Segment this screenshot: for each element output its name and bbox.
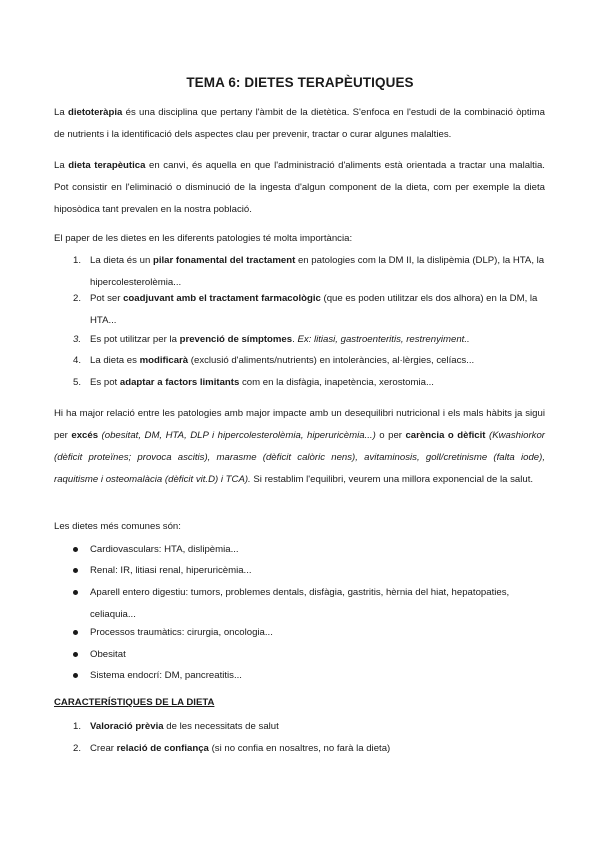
bullet-icon [73, 547, 78, 552]
list-number: 4. [73, 355, 82, 366]
list-text: Aparell entero digestiu: tumors, problemes dentals, disfàgia, gastritis, hèrnia del hiat, hepatopaties, celiaquia... [90, 587, 510, 620]
text-run: La [54, 107, 68, 118]
text-run: La dieta és un [90, 255, 153, 266]
text-bold: relació de confiança [116, 743, 209, 754]
text-run: . [292, 334, 298, 345]
list-text: Obesitat [90, 649, 126, 660]
text-bold: carència o dèficit [405, 430, 486, 441]
text-run: és una disciplina que pertany l'àmbit de la dietètica. S'enfoca en l'estudi de la combinació òptima de nutrients i la identificació dels aspectes clau per prevenir, tractar o curar algunes malalties. [54, 107, 545, 140]
page-title: TEMA 6: DIETES TERAPÈUTIQUES [186, 75, 414, 90]
bullet-icon [73, 673, 78, 678]
list-number: 1. [73, 721, 82, 732]
list-text: Cardiovasculars: HTA, dislipèmia... [90, 544, 239, 555]
text-run: Es pot utilitzar per la [90, 334, 180, 345]
text-bold: Valoració prèvia [90, 721, 164, 732]
text-italic: (Kwashiorkor (dèficit proteïnes; provoca ascitis), marasme (dèficit calòric nens), avitaminosis, goll/cretinisme (falta iode), raquitisme i osteomalàcia (dèficit vit.D) i TCA). [54, 430, 545, 485]
text-bold: modificarà [139, 355, 189, 366]
list-item [73, 539, 545, 561]
list-item [73, 665, 545, 687]
text-run: en canvi, és aquella en que l'administració d'aliments està orientada a tractar una malaltia. Pot consistir en l'eliminació o disminució de la ingesta d'algun component de la dieta, com per exemple la dieta hiposòdica tant prevalen en la nostra població. [54, 160, 545, 215]
text-run: (que es poden utilitzar els dos alhora) en la DM, la HTA... [90, 293, 538, 326]
text-run: Crear [90, 743, 117, 754]
text-run: (si no confia en nosaltres, no farà la dieta) [208, 743, 391, 754]
list-item [73, 716, 545, 738]
text-italic: Ex: litiasi, gastroenteritis, restrenyiment.. [297, 334, 470, 345]
text-run: de les necessitats de salut [163, 721, 279, 732]
list-number: 5. [73, 377, 82, 388]
paragraph-common-diets-intro: Les dietes més comunes són: [54, 521, 181, 532]
list-number: 1. [73, 255, 82, 266]
paragraph-dietoterapia [54, 102, 545, 146]
list-text: Sistema endocrí: DM, pancreatitis... [90, 670, 242, 681]
list-item [73, 644, 545, 666]
text-run: Pot ser [90, 293, 124, 304]
list-number: 3. [73, 334, 82, 345]
text-run: Hi ha major relació entre les patologies amb major impacte amb un desequilibri nutricional i els mals hàbits ja sigui per [54, 408, 545, 441]
list-number: 2. [73, 293, 82, 304]
text-italic: (obesitat, DM, HTA, DLP i hipercolesterolèmia, hiperuricèmia...) [98, 430, 376, 441]
text-run: La dieta es [90, 355, 140, 366]
text-bold: pilar fonamental del tractament [152, 255, 296, 266]
text-bold: prevenció de símptomes [179, 334, 293, 345]
bullet-icon [73, 630, 78, 635]
section-heading: CARACTERÍSTIQUES DE LA DIETA [54, 697, 215, 708]
list-text: Processos traumàtics: cirurgia, oncologia... [90, 627, 273, 638]
list-number: 2. [73, 743, 82, 754]
text-run: Si restablim l'equilibri, veurem una millora exponencial de la salut. [250, 474, 534, 485]
text-bold: adaptar a factors limitants [119, 377, 240, 388]
list-item [73, 329, 545, 351]
list-item [73, 560, 545, 582]
list-item [73, 738, 545, 760]
text-bold: coadjuvant amb el tractament farmacològic [123, 293, 321, 304]
term-dietoterapia: dietoteràpia [67, 107, 123, 118]
list-item [73, 350, 545, 372]
list-item [73, 288, 545, 332]
text-run: com en la disfàgia, inapetència, xerostomia... [239, 377, 434, 388]
list-text: Renal: IR, litiasi renal, hiperuricèmia... [90, 565, 252, 576]
text-run: (exclusió d'aliments/nutrients) en intoleràncies, al·lèrgies, celíacs... [188, 355, 475, 366]
text-bold: excés [71, 430, 99, 441]
list-item [73, 622, 545, 644]
list-item [73, 372, 545, 394]
term-dieta-terapeutica: dieta terapèutica [68, 160, 146, 171]
list-item [73, 582, 545, 626]
text-run: o per [375, 430, 406, 441]
bullet-icon [73, 652, 78, 657]
bullet-icon [73, 590, 78, 595]
text-run: en patologies com la DM II, la dislipèmia (DLP), la HTA, la hipercolesterolèmia... [90, 255, 545, 288]
text-run: La [54, 160, 69, 171]
paragraph-roles-intro: El paper de les dietes en les diferents patologies té molta importància: [54, 233, 353, 244]
bullet-icon [73, 568, 78, 573]
paragraph-dieta-terapeutica [54, 155, 545, 221]
paragraph-relation [54, 403, 545, 491]
text-run: Es pot [90, 377, 120, 388]
